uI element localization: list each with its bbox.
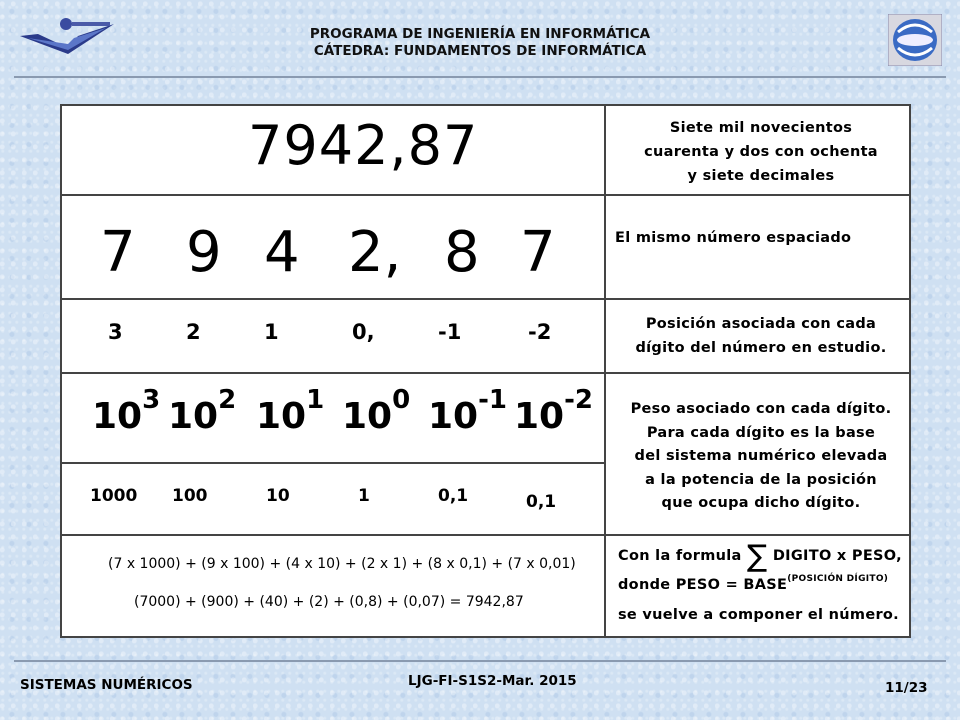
weight-value: 1000 <box>90 486 138 506</box>
power-exponent: 0 <box>392 385 411 415</box>
number-description <box>613 116 909 188</box>
position-value: -1 <box>438 320 462 344</box>
weight-power <box>342 385 411 437</box>
power-base: 10 <box>514 396 565 437</box>
weight-value: 0,1 <box>438 486 469 506</box>
position-value: 0, <box>352 320 375 344</box>
power-exponent: -1 <box>478 385 507 415</box>
slide-header <box>0 0 960 76</box>
weight-power <box>168 385 237 437</box>
spaced-digit: 7 <box>520 220 556 285</box>
power-base: 10 <box>342 396 393 437</box>
description-line: del sistema numérico elevada <box>634 448 888 464</box>
power-base: 10 <box>168 396 219 437</box>
header-divider <box>14 76 946 78</box>
description-line: dígito del número en estudio. <box>635 340 887 356</box>
position-value: -2 <box>528 320 552 344</box>
weight-power <box>428 385 507 437</box>
weight-value: 10 <box>266 486 290 506</box>
position-value: 2 <box>186 320 201 344</box>
weight-power <box>92 385 161 437</box>
description-line: Siete mil novecientos <box>669 120 853 136</box>
power-base: 10 <box>92 396 143 437</box>
power-base: 10 <box>256 396 307 437</box>
row-divider <box>62 194 909 196</box>
peso-definition: donde PESO = BASE <box>618 577 788 593</box>
power-exponent: 3 <box>142 385 161 415</box>
sum-text: DIGITO x PESO, <box>772 548 902 564</box>
position-description <box>613 312 909 360</box>
formula-prefix: Con la formula <box>618 548 742 564</box>
university-logo-icon <box>18 14 118 64</box>
page-number: 11/23 <box>885 680 928 696</box>
power-base: 10 <box>428 396 479 437</box>
position-value: 3 <box>108 320 123 344</box>
spaced-digit: 9 <box>186 220 222 285</box>
program-title: PROGRAMA DE INGENIERÍA EN INFORMÁTICA <box>309 26 651 42</box>
formula-desc-line <box>618 539 914 574</box>
footer-topic: SISTEMAS NUMÉRICOS <box>20 677 193 693</box>
expanded-formula: (7 x 1000) + (9 x 100) + (4 x 10) + (2 x 1) + (8 x 0,1) + (7 x 0,01) <box>108 556 576 572</box>
evaluated-formula: (7000) + (900) + (40) + (2) + (0,8) + (0,07) = 7942,87 <box>134 594 524 610</box>
row-divider <box>62 534 909 536</box>
weight-power <box>514 385 593 437</box>
footer-code: LJG-FI-S1S2-Mar. 2015 <box>408 673 577 689</box>
row-divider <box>62 462 606 464</box>
formula-desc-line <box>618 571 914 601</box>
peso-exponent: (POSICIÓN DÍGITO) <box>787 574 889 584</box>
description-line: que ocupa dicho dígito. <box>661 495 861 511</box>
spaced-digit: 2, <box>348 220 402 285</box>
description-line: y siete decimales <box>687 168 835 184</box>
formula-desc-line: se vuelve a componer el número. <box>618 607 899 623</box>
spaced-digit: 4 <box>264 220 300 285</box>
description-line: a la potencia de la posición <box>645 471 877 488</box>
weight-description <box>613 398 909 516</box>
footer-divider <box>14 660 946 662</box>
header-titles <box>250 26 710 60</box>
course-title: CÁTEDRA: FUNDAMENTOS DE INFORMÁTICA <box>313 43 647 59</box>
number-value: 7942,87 <box>248 114 479 177</box>
power-exponent: 1 <box>306 385 325 415</box>
weight-power <box>256 385 325 437</box>
sigma-icon: ∑ <box>746 539 768 574</box>
description-line: Peso asociado con cada dígito. <box>630 401 892 417</box>
power-exponent: 2 <box>218 385 237 415</box>
spaced-description: El mismo número espaciado <box>615 230 852 246</box>
column-divider <box>604 106 606 636</box>
weight-value: 0,1 <box>526 492 557 512</box>
position-value: 1 <box>264 320 279 344</box>
description-line: Posición asociada con cada <box>645 316 877 332</box>
row-divider <box>62 298 909 300</box>
positional-notation-table <box>60 104 911 638</box>
spaced-digit: 8 <box>444 220 480 285</box>
weight-value: 100 <box>172 486 208 506</box>
department-logo-icon <box>888 14 942 66</box>
power-exponent: -2 <box>564 385 593 415</box>
description-line: cuarenta y dos con ochenta <box>644 144 878 160</box>
formula-description <box>618 539 914 629</box>
spaced-digit: 7 <box>100 220 136 285</box>
weight-value: 1 <box>358 486 370 506</box>
row-divider <box>62 372 909 374</box>
description-line: Para cada dígito es la base <box>646 424 876 441</box>
